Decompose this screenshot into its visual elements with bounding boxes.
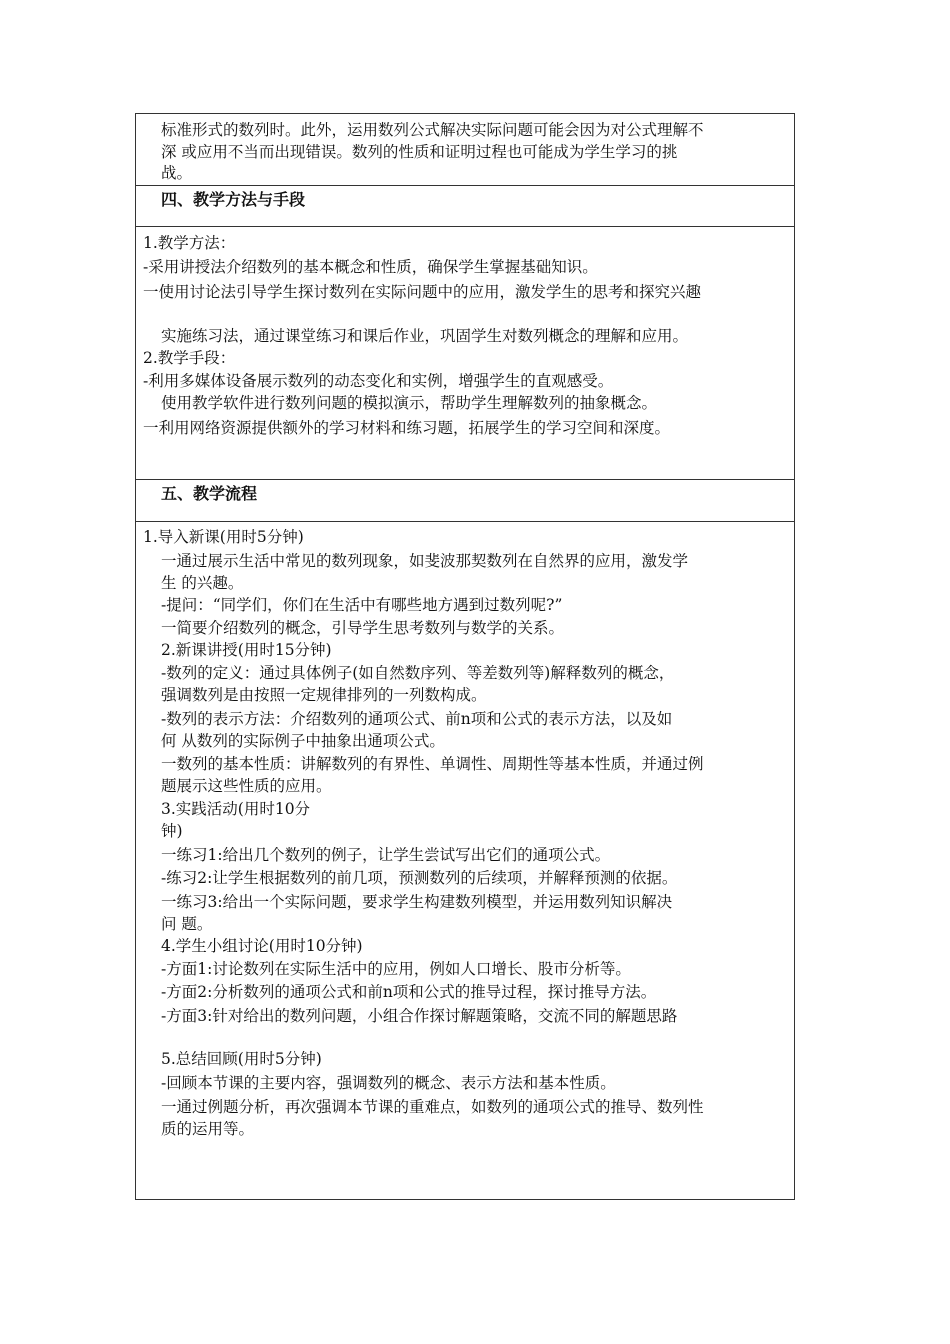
text-line: 生 的兴趣。 (161, 574, 244, 592)
text-line: -练习2:让学生根据数列的前几项，预测数列的后续项，并解释预测的依据。 (161, 869, 678, 887)
text-line: -提问：“同学们，你们在生活中有哪些地方遇到过数列呢?” (161, 596, 563, 614)
text-line: 一数列的基本性质：讲解数列的有界性、单调性、周期性等基本性质，并通过例 (161, 755, 704, 773)
text-line: 使用教学软件进行数列问题的模拟演示，帮助学生理解数列的抽象概念。 (161, 394, 658, 412)
text-line: 一利用网络资源提供额外的学习材料和练习题，拓展学生的学习空间和深度。 (143, 419, 671, 437)
text-line: 3.实践活动(用时10分 (161, 800, 311, 818)
text-line: 2.教学手段： (143, 349, 236, 367)
text-line: 4.学生小组讨论(用时10分钟) (161, 937, 363, 955)
text-line: 一练习1:给出几个数列的例子，让学生尝试写出它们的通项公式。 (161, 846, 611, 864)
text-line: 实施练习法，通过课堂练习和课后作业，巩固学生对数列概念的理解和应用。 (161, 327, 689, 345)
text-line: 一简要介绍数列的概念，引导学生思考数列与数学的关系。 (161, 619, 565, 637)
text-line: 1.教学方法： (143, 234, 236, 252)
section4-title-row (136, 185, 794, 226)
text-line: -采用讲授法介绍数列的基本概念和性质，确保学生掌握基础知识。 (143, 258, 598, 276)
text-line: -数列的表示方法：介绍数列的通项公式、前n项和公式的表示方法，以及如 (161, 710, 673, 728)
section3-tail-row (136, 114, 794, 185)
text-line: -利用多媒体设备展示数列的动态变化和实例，增强学生的直观感受。 (143, 372, 614, 390)
text-line: -回顾本节课的主要内容，强调数列的概念、表示方法和基本性质。 (161, 1074, 616, 1092)
section5-body-row (136, 521, 794, 1201)
text-line: 2.新课讲授(用时15分钟) (161, 641, 332, 659)
text-line: 质的运用等。 (161, 1120, 255, 1138)
text-line: 何 从数列的实际例子中抽象出通项公式。 (161, 732, 445, 750)
text-line: -数列的定义：通过具体例子(如自然数序列、等差数列等)解释数列的概念， (161, 664, 675, 682)
text-line: -方面2:分析数列的通项公式和前n项和公式的推导过程，探讨推导方法。 (161, 983, 657, 1001)
text-line: 强调数列是由按照一定规律排列的一列数构成。 (161, 686, 487, 704)
text-line: 标准形式的数列时。此外，运用数列公式解决实际问题可能会因为对公式理解不 (161, 121, 704, 139)
text-line: 钟) (161, 822, 183, 840)
text-line: 1.导入新课(用时5分钟) (143, 528, 304, 546)
lesson-plan-table (135, 113, 795, 1200)
text-line: 问 题。 (161, 915, 213, 933)
section5-title-row (136, 479, 794, 521)
text-line: 深 或应用不当而出现错误。数列的性质和证明过程也可能成为学生学习的挑 (161, 143, 678, 161)
text-line: 一练习3:给出一个实际问题，要求学生构建数列模型，并运用数列知识解决 (161, 893, 673, 911)
text-line: 战。 (161, 164, 193, 182)
section-title: 五、教学流程 (161, 484, 258, 503)
text-line: -方面3:针对给出的数列问题，小组合作探讨解题策略，交流不同的解题思路 (161, 1007, 678, 1025)
text-line: 一使用讨论法引导学生探讨数列在实际问题中的应用，激发学生的思考和探究兴趣 (143, 283, 702, 301)
text-line: 题展示这些性质的应用。 (161, 777, 332, 795)
text-line: 一通过例题分析，再次强调本节课的重难点，如数列的通项公式的推导、数列性 (161, 1098, 704, 1116)
section-title: 四、教学方法与手段 (161, 190, 306, 209)
section4-body-row (136, 226, 794, 479)
text-line: 5.总结回顾(用时5分钟) (161, 1050, 322, 1068)
text-line: -方面1:讨论数列在实际生活中的应用，例如人口增长、股市分析等。 (161, 960, 631, 978)
text-line: 一通过展示生活中常见的数列现象，如斐波那契数列在自然界的应用，激发学 (161, 552, 689, 570)
